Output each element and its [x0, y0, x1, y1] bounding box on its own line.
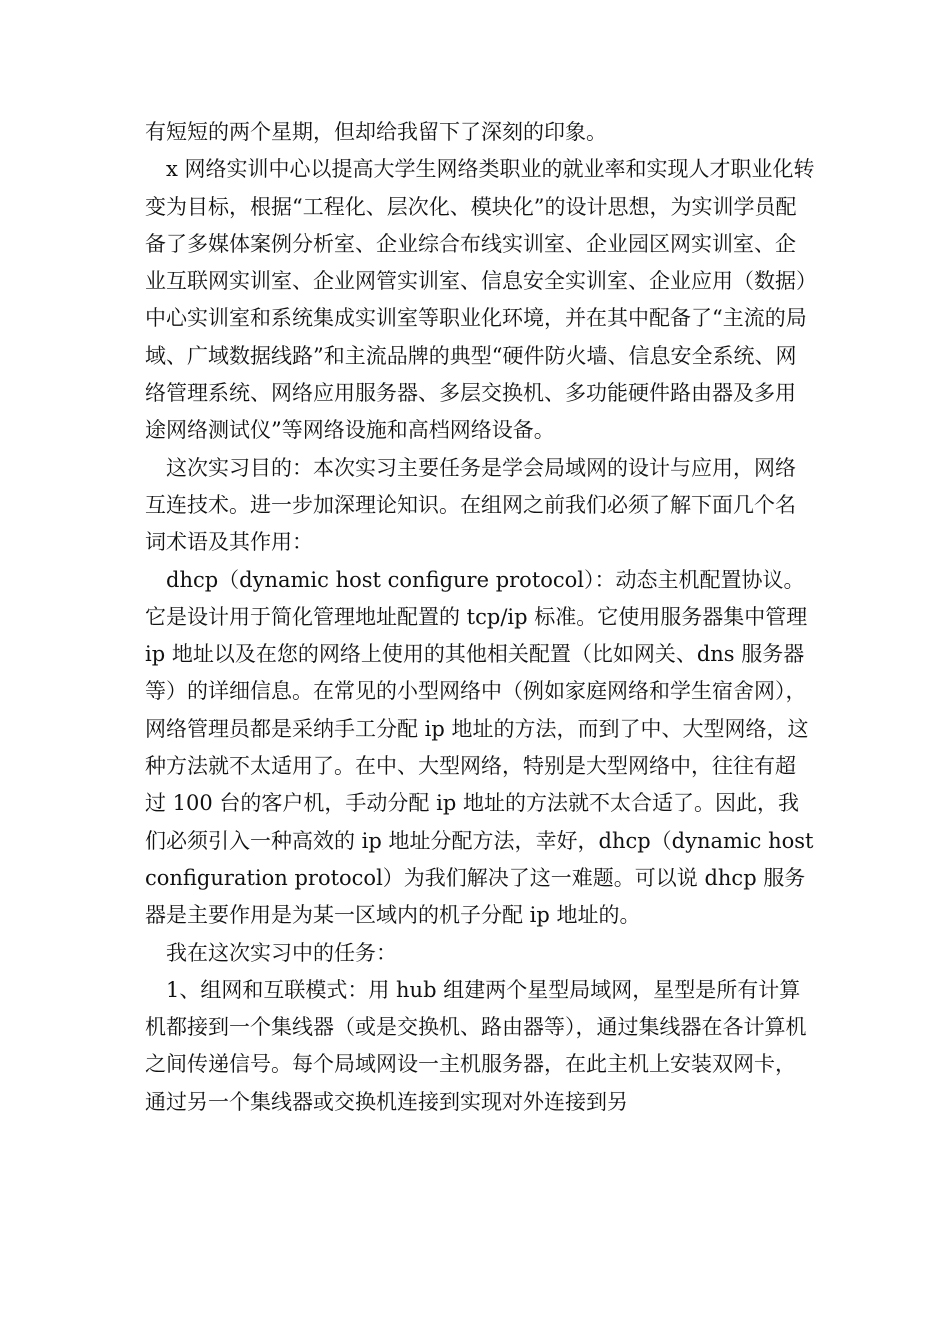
paragraph-tasks-heading: 我在这次实习中的任务：: [166, 940, 397, 965]
paragraph-networking-mode: 1、组网和互联模式：用 hub 组建两个星型局域网，星型是所有计算机都接到一个集线器（或是交换机、路由器等），通过集线器在各计算机之间传递信号。每个局域网设一主机服务器，在此主机上安装双网卡，通过另一个集线器或交换机连接到实现对外连接到另: [145, 977, 807, 1114]
paragraph-continuation: 有短短的两个星期，但却给我留下了深刻的印象。: [145, 120, 607, 144]
document-body: [145, 114, 821, 1121]
paragraph-training-center: x 网络实训中心以提高大学生网络类职业的就业率和实现人才职业化转变为目标，根据“工程化、层次化、模块化”的设计思想，为实训学员配备了多媒体案例分析室、企业综合布线实训室、企业园区网实训室、企业互联网实训室、企业网管实训室、信息安全实训室、企业应用（数据）中心实训室和系统集成实训室等职业化环境，并在其中配备了“主流的局域、广域数据线路”和主流品牌的典型“硬件防火墙、信息安全系统、网络管理系统、网络应用服务器、多层交换机、多功能硬件路由器及多用途网络测试仪”等网络设施和高档网络设备。: [145, 157, 815, 443]
paragraph-dhcp: dhcp（dynamic host configure protocol）：动态主机配置协议。它是设计用于简化管理地址配置的 tcp/ip 标准。它使用服务器集中管理 ip 地址以及在您的网络上使用的其他相关配置（比如网关、dns 服务器等）的详细信息。在常见的小型网络中（例如家庭网络和学生宿舍网），网络管理员都是采纳手工分配 ip 地址的方法，而到了中、大型网络，这种方法就不太适用了。在中、大型网络，特别是大型网络中，往往有超过 100 台的客户机，手动分配 ip 地址的方法就不太合适了。因此，我们必须引入一种高效的 ip 地址分配方法，幸好，dhcp（dynamic host configuration protocol）为我们解决了这一难题。可以说 dhcp 服务器是主要作用是为某一区域内的机子分配 ip 地址的。: [145, 567, 821, 928]
paragraph-internship-goal: 这次实习目的：本次实习主要任务是学会局域网的设计与应用，网络互连技术。进一步加深理论知识。在组网之前我们必须了解下面几个名词术语及其作用：: [145, 455, 796, 555]
